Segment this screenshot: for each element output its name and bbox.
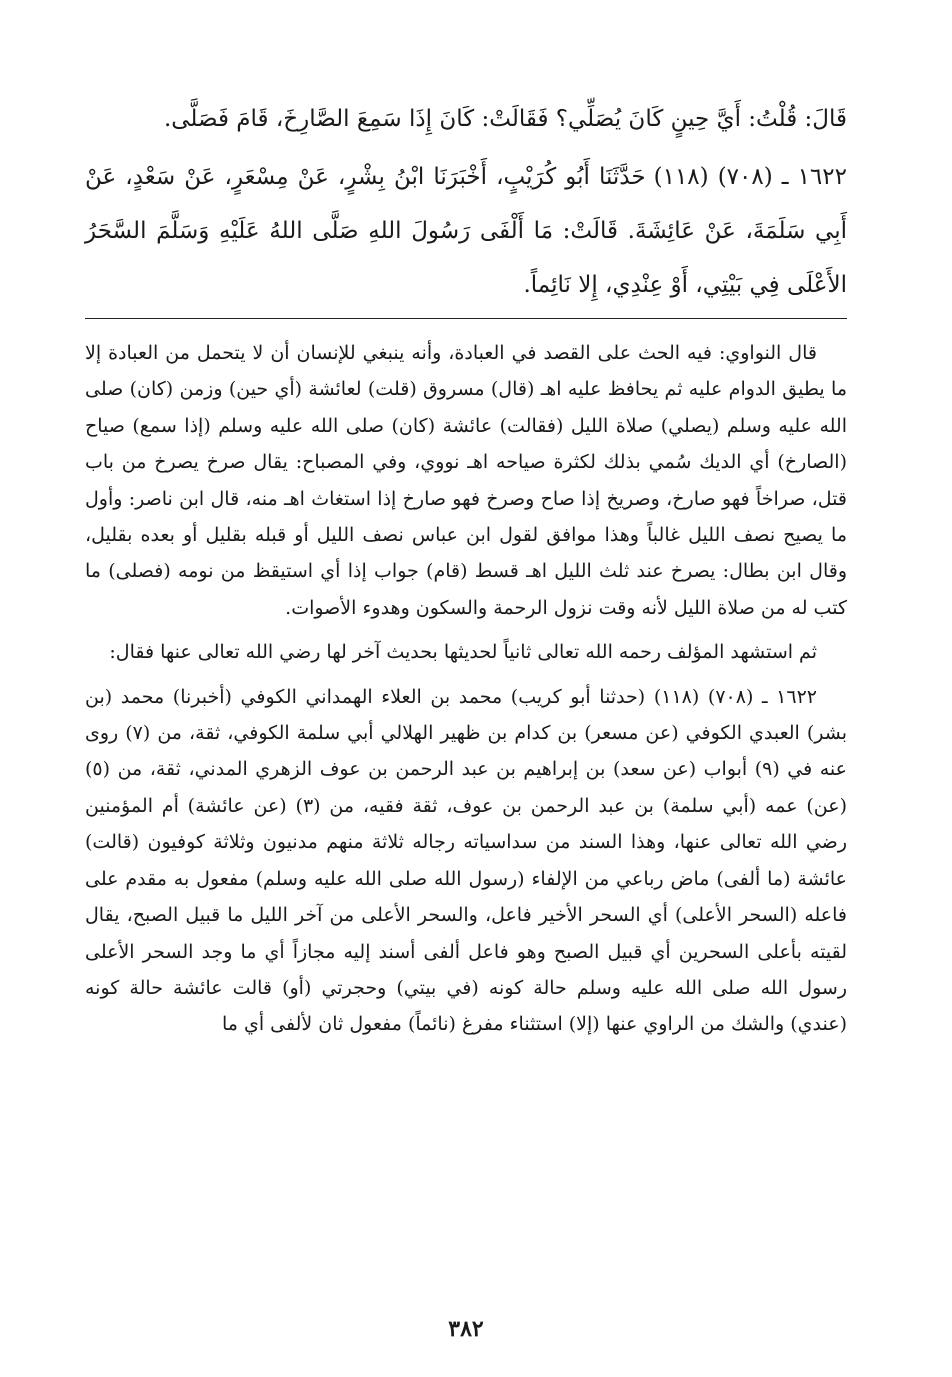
footnote-divider: [85, 318, 847, 319]
commentary-paragraph: قال النواوي: فيه الحث على القصد في العبادة، وأنه ينبغي للإنسان أن لا يتحمل من العبادة إلا ما يطيق الدوام عليه ثم يحافظ عليه اهـ (قال) مسروق (قلت) لعائشة (أي حين) وزمن (كان) صلى الله عليه وسلم (يصلي) صلاة الليل (فقالت) عائشة (كان) صلى الله عليه وسلم (إذا سمع) صياح (الصارخ) أي الديك سُمي بذلك لكثرة صياحه اهـ نووي، وفي المصباح: يقال صرخ يصرخ من باب قتل، صراخاً فهو صارخ، وصريخ إذا صاح وصرخ فهو صارخ إذا استغاث اهـ منه، قال ابن ناصر: وأول ما يصيح نصف الليل غالباً وهذا موافق لقول ابن عباس نصف الليل أو قبله بقليل أو بعده بقليل، وقال ابن بطال: يصرخ عند ثلث الليل اهـ قسط (قام) جواب إذا أي استيقظ من نومه (فصلى) ما كتب له من صلاة الليل لأنه وقت نزول الرحمة والسكون وهدوء الأصوات.: [85, 342, 847, 619]
commentary-block: [85, 335, 847, 1043]
book-page: [85, 0, 847, 1377]
hadith-intro: قَالَ: قُلْتُ: أَيَّ حِينٍ كَانَ يُصَلِّي؟ فَقَالَتْ: كَانَ إِذَا سَمِعَ الصَّارِخَ، قَامَ فَصَلَّى.: [163, 106, 847, 132]
hadith-text: حَدَّثَنَا أَبُو كُرَيْبٍ، أَخْبَرَنَا ابْنُ بِشْرٍ، عَنْ مِسْعَرٍ، عَنْ سَعْدٍ، عَنْ أَبِي سَلَمَةَ، عَنْ عَائِشَةَ. قَالَتْ: مَا أَلْفَى رَسُولَ اللهِ صَلَّى اللهُ عَلَيْهِ وَسَلَّمَ السَّحَرُ الأَعْلَى فِي بَيْتِي، أَوْ عِنْدِي، إِلا نَائِماً.: [85, 164, 847, 298]
commentary-paragraph: ثم استشهد المؤلف رحمه الله تعالى ثانياً لحديثها بحديث آخر لها رضي الله تعالى عنها فقال:: [109, 641, 817, 664]
commentary-paragraph: ١٦٢٢ ـ (٧٠٨) (١١٨) (حدثنا أبو كريب) محمد بن العلاء الهمداني الكوفي (أخبرنا) محمد (بن بشر) العبدي الكوفي (عن مسعر) بن كدام بن ظهير الهلالي أبي سلمة الكوفي، ثقة، من (٧) روى عنه في (٩) أبواب (عن سعد) بن إبراهيم بن عبد الرحمن بن عوف الزهري المدني، ثقة، من (٥) (عن) عمه (أبي سلمة) بن عبد الرحمن بن عوف، ثقة فقيه، من (٣) (عن عائشة) أم المؤمنين رضي الله تعالى عنها، وهذا السند من سداسياته رجاله ثلاثة منهم مدنيون وثلاثة كوفيون (قالت) عائشة (ما ألفى) ماض رباعي من الإلفاء (رسول الله صلى الله عليه وسلم) مفعول به مقدم على فاعله (السحر الأعلى) أي السحر الأخير فاعل، والسحر الأعلى من آخر الليل ما قبيل الصبح، يقال لقيته بأعلى السحرين أي قبيل الصبح وهو فاعل ألفى أسند إليه مجازاً أي ما وجد السحر الأعلى رسول الله صلى الله عليه وسلم حالة كونه (في بيتي) وحجرتي (أو) قالت عائشة حالة كونه (عندي) والشك من الراوي عنها (إلا) استثناء مفرغ (نائماً) مفعول ثان لألفى أي ما: [85, 685, 848, 1036]
hadith-body: [85, 150, 847, 312]
hadith-number: ١٦٢٢ ـ (٧٠٨) (١١٨): [653, 164, 847, 190]
page-number: ٣٨٢: [448, 1316, 484, 1342]
hadith-text-block: [85, 92, 847, 312]
